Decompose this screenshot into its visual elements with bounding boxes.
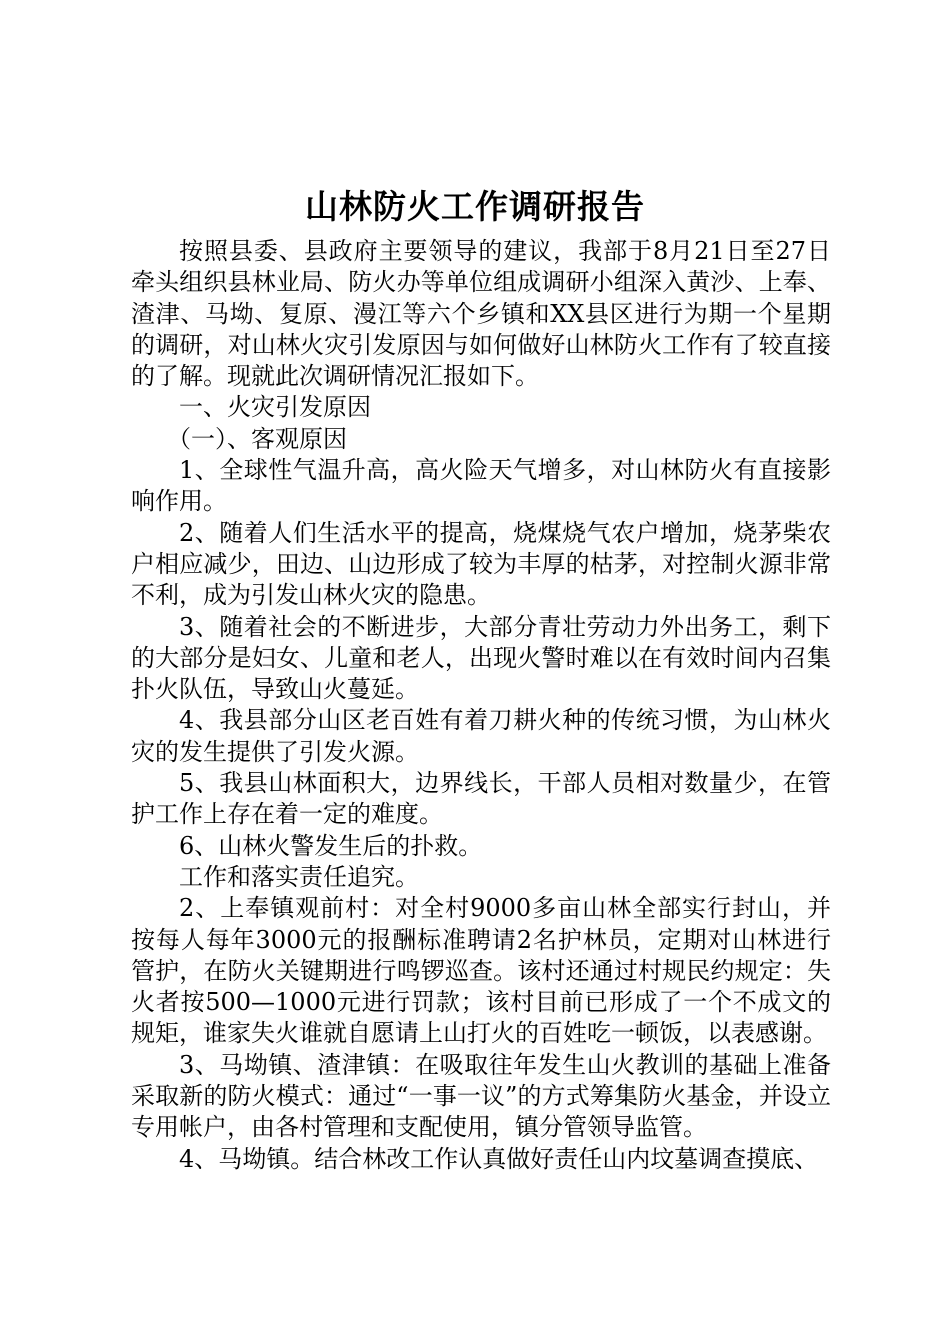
subsection-heading-objective-causes: （一）、客观原因 bbox=[167, 424, 347, 453]
paragraph-cause-4: 4、我县部分山区老百姓有着刀耕火种的传统习惯，为山林火灾的发生提供了引发火源。 bbox=[131, 706, 831, 766]
document-body bbox=[131, 236, 831, 1175]
paragraph-shangfeng-guanqian: 2、上奉镇观前村：对全村9000多亩山林全部实行封山，并按每人每年3000元的报酬标准聘请2名护林员，定期对山林进行管护，在防火关键期进行鸣锣巡查。该村还通过村规民约规定：失火者按500—1000元进行罚款；该村目前已形成了一个不成文的规矩，谁家失火谁就自愿请上山打火的百姓吃一顿饭，以表感谢。 bbox=[131, 894, 831, 1048]
paragraph-cause-3: 3、随着社会的不断进步，大部分青壮劳动力外出务工，剩下的大部分是妇女、儿童和老人，出现火警时难以在有效时间内召集扑火队伍，导致山火蔓延。 bbox=[131, 612, 831, 704]
paragraph-maao-zhajin: 3、马坳镇、渣津镇：在吸取往年发生山火教训的基础上准备采取新的防火模式：通过“一事一议”的方式筹集防火基金，并设立专用帐户，由各村管理和支配使用，镇分管领导监管。 bbox=[131, 1050, 831, 1142]
document-title: 山林防火工作调研报告 bbox=[305, 187, 645, 226]
paragraph-cause-1: 1、全球性气温升高，高火险天气增多，对山林防火有直接影响作用。 bbox=[131, 456, 831, 516]
paragraph-maao: 4、马坳镇。结合林改工作认真做好责任山内坟墓调查摸底、 bbox=[179, 1144, 819, 1173]
paragraph-cause-2: 2、随着人们生活水平的提高，烧煤烧气农户增加，烧茅柴农户相应减少，田边、山边形成了较为丰厚的枯茅，对控制火源非常不利，成为引发山林火灾的隐患。 bbox=[131, 518, 831, 610]
section-heading-fire-causes: 一、火灾引发原因 bbox=[179, 393, 371, 422]
paragraph-intro: 按照县委、县政府主要领导的建议，我部于8月21日至27日牵头组织县林业局、防火办等单位组成调研小组深入黄沙、上奉、渣津、马坳、复原、漫江等六个乡镇和XX县区进行为期一个星期的调研，对山林火灾引发原因与如何做好山林防火工作有了较直接的了解。现就此次调研情况汇报如下。 bbox=[131, 237, 831, 391]
paragraph-cause-6: 6、山林火警发生后的扑救。 bbox=[179, 831, 483, 860]
paragraph-continuation: 工作和落实责任追究。 bbox=[179, 862, 419, 891]
paragraph-cause-5: 5、我县山林面积大，边界线长，干部人员相对数量少，在管护工作上存在着一定的难度。 bbox=[131, 769, 831, 829]
